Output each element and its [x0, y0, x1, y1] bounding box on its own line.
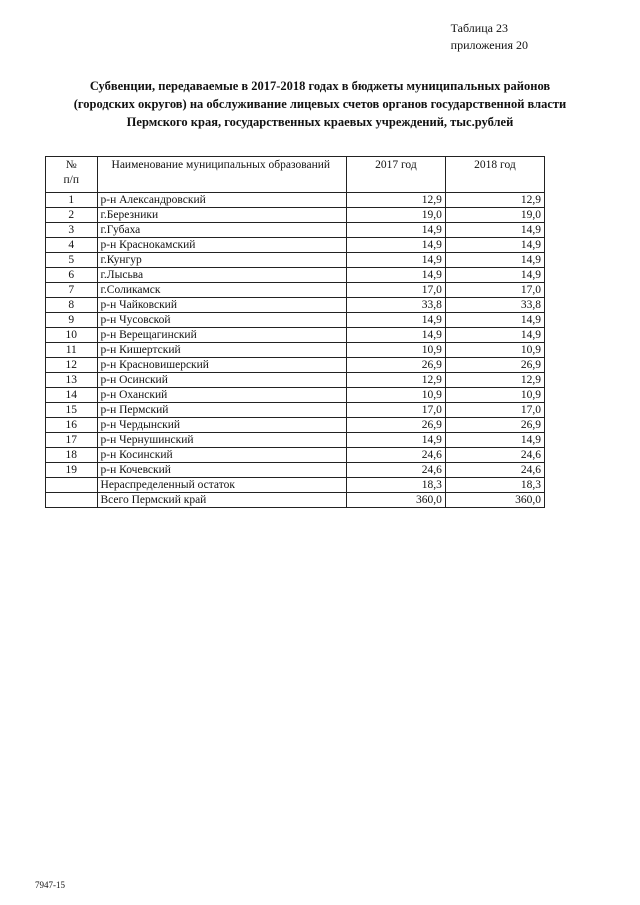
table-row: [46, 298, 545, 313]
cell-name: г.Соликамск: [97, 283, 346, 298]
cell-2017: 14,9: [346, 328, 445, 343]
cell-2018: 18,3: [445, 478, 544, 493]
cell-name: р-н Кочевский: [97, 463, 346, 478]
cell-2018: 26,9: [445, 418, 544, 433]
cell-2018: 12,9: [445, 373, 544, 388]
cell-2018: 14,9: [445, 313, 544, 328]
caption-appendix: приложения 20: [450, 38, 528, 52]
table-row: [46, 253, 545, 268]
cell-number: 15: [46, 403, 98, 418]
table-row: [46, 268, 545, 283]
cell-2017: 14,9: [346, 253, 445, 268]
header-2017: 2017 год: [346, 157, 445, 193]
cell-name: г.Лысьва: [97, 268, 346, 283]
table-row: [46, 418, 545, 433]
cell-number: 7: [46, 283, 98, 298]
cell-2017: 24,6: [346, 463, 445, 478]
cell-name: р-н Верещагинский: [97, 328, 346, 343]
cell-number: 12: [46, 358, 98, 373]
cell-2018: 26,9: [445, 358, 544, 373]
caption-table-number: Таблица 23: [450, 21, 508, 35]
cell-2018: 14,9: [445, 253, 544, 268]
cell-number: [46, 493, 98, 508]
cell-name: р-н Пермский: [97, 403, 346, 418]
cell-2017: 26,9: [346, 358, 445, 373]
cell-2017: 19,0: [346, 208, 445, 223]
table-header-row: [46, 157, 545, 193]
table-row: [46, 193, 545, 208]
subsidies-table: [45, 156, 545, 508]
table-row: [46, 463, 545, 478]
cell-number: 3: [46, 223, 98, 238]
cell-2018: 14,9: [445, 268, 544, 283]
cell-number: 17: [46, 433, 98, 448]
header-name: Наименование муниципальных образований: [97, 157, 346, 193]
cell-2018: 12,9: [445, 193, 544, 208]
cell-number: [46, 478, 98, 493]
table-row: [46, 448, 545, 463]
header-2018: 2018 год: [445, 157, 544, 193]
cell-2017: 14,9: [346, 313, 445, 328]
title-line-3: Пермского края, государственных краевых учреждений, тыс.рублей: [126, 115, 514, 129]
table-row: [46, 493, 545, 508]
cell-2018: 17,0: [445, 403, 544, 418]
cell-number: 6: [46, 268, 98, 283]
cell-2017: 12,9: [346, 193, 445, 208]
table-row: [46, 208, 545, 223]
cell-name: р-н Чердынский: [97, 418, 346, 433]
cell-name: р-н Кишертский: [97, 343, 346, 358]
cell-number: 8: [46, 298, 98, 313]
cell-number: 13: [46, 373, 98, 388]
cell-2017: 33,8: [346, 298, 445, 313]
cell-name: р-н Косинский: [97, 448, 346, 463]
cell-name: р-н Чайковский: [97, 298, 346, 313]
table-row: [46, 238, 545, 253]
cell-2017: 14,9: [346, 238, 445, 253]
cell-2017: 10,9: [346, 388, 445, 403]
cell-name: р-н Красновишерский: [97, 358, 346, 373]
cell-2017: 17,0: [346, 403, 445, 418]
table-row: [46, 313, 545, 328]
table-row: [46, 388, 545, 403]
cell-name: Всего Пермский край: [97, 493, 346, 508]
cell-number: 1: [46, 193, 98, 208]
cell-name: Нераспределенный остаток: [97, 478, 346, 493]
cell-2018: 19,0: [445, 208, 544, 223]
cell-2017: 17,0: [346, 283, 445, 298]
table-row: [46, 343, 545, 358]
table-row: [46, 433, 545, 448]
cell-2017: 26,9: [346, 418, 445, 433]
table-row: [46, 283, 545, 298]
cell-2018: 33,8: [445, 298, 544, 313]
cell-2018: 14,9: [445, 328, 544, 343]
cell-2017: 14,9: [346, 223, 445, 238]
cell-2017: 360,0: [346, 493, 445, 508]
cell-name: р-н Чернушинский: [97, 433, 346, 448]
cell-number: 18: [46, 448, 98, 463]
cell-name: р-н Краснокамский: [97, 238, 346, 253]
cell-2018: 24,6: [445, 448, 544, 463]
title-line-1: Субвенции, передаваемые в 2017-2018 годах в бюджеты муниципальных районов: [89, 79, 551, 93]
header-number-symbol: №: [65, 159, 77, 171]
table-caption: [451, 20, 528, 54]
cell-number: 9: [46, 313, 98, 328]
cell-number: 5: [46, 253, 98, 268]
cell-2017: 14,9: [346, 268, 445, 283]
cell-number: 11: [46, 343, 98, 358]
cell-2018: 10,9: [445, 388, 544, 403]
table-row: [46, 223, 545, 238]
cell-2017: 14,9: [346, 433, 445, 448]
cell-2018: 24,6: [445, 463, 544, 478]
cell-name: г.Кунгур: [97, 253, 346, 268]
cell-name: р-н Осинский: [97, 373, 346, 388]
header-number: [46, 157, 98, 193]
cell-name: г.Березники: [97, 208, 346, 223]
cell-2017: 24,6: [346, 448, 445, 463]
cell-2018: 360,0: [445, 493, 544, 508]
cell-name: р-н Александровский: [97, 193, 346, 208]
cell-2018: 14,9: [445, 223, 544, 238]
cell-2017: 18,3: [346, 478, 445, 493]
table-row: [46, 328, 545, 343]
cell-number: 2: [46, 208, 98, 223]
document-code: 7947-15: [35, 880, 65, 890]
title-line-2: (городских округов) на обслуживание лицевых счетов органов государственной власти: [73, 97, 567, 111]
cell-number: 16: [46, 418, 98, 433]
document-title: [40, 77, 600, 131]
cell-number: 4: [46, 238, 98, 253]
table-row: [46, 373, 545, 388]
cell-name: р-н Чусовской: [97, 313, 346, 328]
table-row: [46, 403, 545, 418]
cell-name: г.Губаха: [97, 223, 346, 238]
cell-2017: 12,9: [346, 373, 445, 388]
cell-number: 19: [46, 463, 98, 478]
table-row: [46, 358, 545, 373]
cell-name: р-н Оханский: [97, 388, 346, 403]
cell-number: 10: [46, 328, 98, 343]
table-row: [46, 478, 545, 493]
cell-2018: 14,9: [445, 433, 544, 448]
cell-2018: 17,0: [445, 283, 544, 298]
header-number-abbr: п/п: [63, 174, 80, 186]
cell-2018: 14,9: [445, 238, 544, 253]
cell-number: 14: [46, 388, 98, 403]
cell-2017: 10,9: [346, 343, 445, 358]
cell-2018: 10,9: [445, 343, 544, 358]
table-body: [46, 193, 545, 508]
